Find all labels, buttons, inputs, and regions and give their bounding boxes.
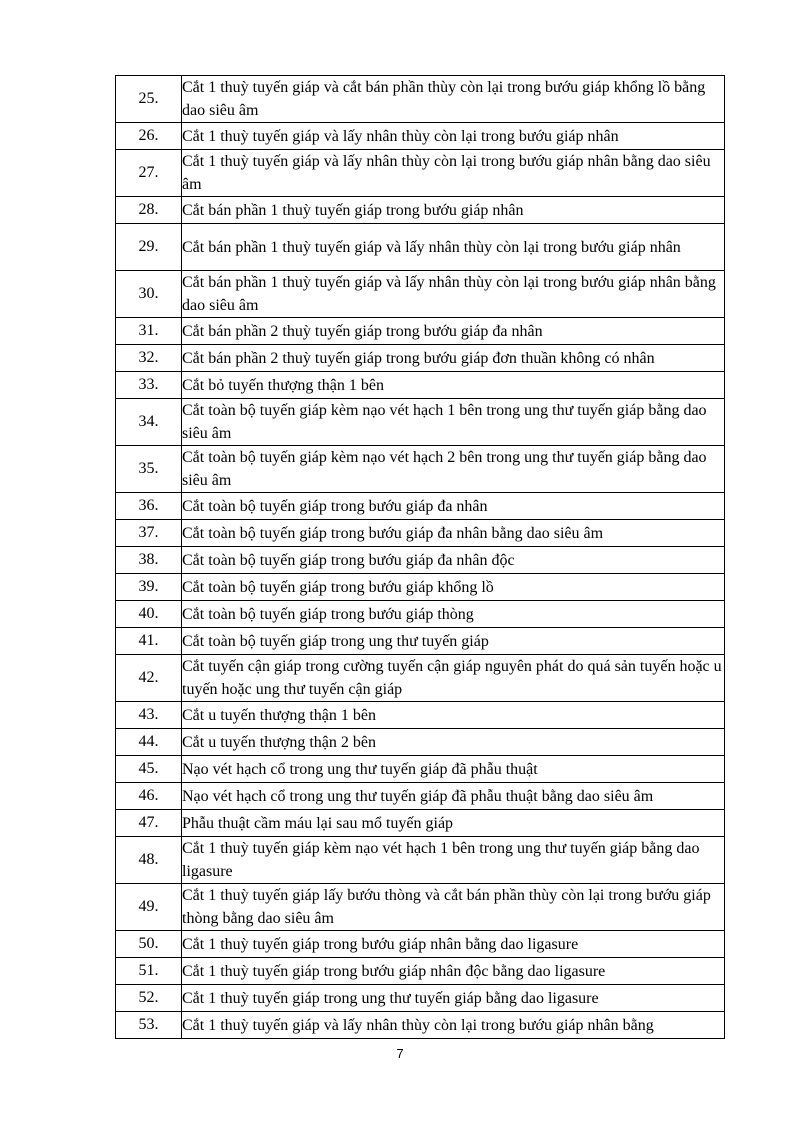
table-row <box>116 628 725 655</box>
procedure-table <box>115 75 725 1039</box>
procedure-name: Cắt 1 thuỳ tuyến giáp lấy bướu thòng và cắt bán phần thùy còn lại trong bướu giáp thòng bằng dao siêu âm <box>182 884 725 931</box>
table-row <box>116 150 725 197</box>
procedure-name: Cắt bán phần 2 thuỳ tuyến giáp trong bướu giáp đơn thuần không có nhân <box>182 345 725 372</box>
table-row <box>116 493 725 520</box>
table-row <box>116 729 725 756</box>
procedure-name: Cắt bán phần 2 thuỳ tuyến giáp trong bướu giáp đa nhân <box>182 318 725 345</box>
row-number: 52. <box>116 985 182 1012</box>
procedure-name: Cắt bỏ tuyến thượng thận 1 bên <box>182 372 725 399</box>
row-number: 49. <box>116 884 182 931</box>
table-row <box>116 345 725 372</box>
table-row <box>116 783 725 810</box>
procedure-name: Phẫu thuật cầm máu lại sau mổ tuyến giáp <box>182 810 725 837</box>
row-number: 30. <box>116 271 182 318</box>
row-number: 42. <box>116 655 182 702</box>
table-row <box>116 985 725 1012</box>
procedure-name: Cắt toàn bộ tuyến giáp trong ung thư tuyến giáp <box>182 628 725 655</box>
row-number: 37. <box>116 520 182 547</box>
row-number: 31. <box>116 318 182 345</box>
table-row <box>116 123 725 150</box>
table-row <box>116 884 725 931</box>
row-number: 28. <box>116 197 182 224</box>
row-number: 29. <box>116 224 182 271</box>
row-number: 45. <box>116 756 182 783</box>
procedure-name: Cắt toàn bộ tuyến giáp trong bướu giáp đa nhân độc <box>182 547 725 574</box>
table-row <box>116 224 725 271</box>
row-number: 53. <box>116 1012 182 1039</box>
table-row <box>116 931 725 958</box>
table-row <box>116 197 725 224</box>
row-number: 50. <box>116 931 182 958</box>
table-row <box>116 76 725 123</box>
table-row <box>116 1012 725 1039</box>
table-row <box>116 958 725 985</box>
procedure-name: Cắt toàn bộ tuyến giáp trong bướu giáp đa nhân <box>182 493 725 520</box>
table-row <box>116 702 725 729</box>
procedure-name: Cắt 1 thuỳ tuyến giáp trong bướu giáp nhân độc bằng dao ligasure <box>182 958 725 985</box>
table-row <box>116 372 725 399</box>
procedure-name: Cắt toàn bộ tuyến giáp kèm nạo vét hạch 2 bên trong ung thư tuyến giáp bằng dao siêu âm <box>182 446 725 493</box>
procedure-name: Cắt bán phần 1 thuỳ tuyến giáp trong bướu giáp nhân <box>182 197 725 224</box>
row-number: 46. <box>116 783 182 810</box>
table-row <box>116 837 725 884</box>
table-row <box>116 446 725 493</box>
procedure-name: Cắt bán phần 1 thuỳ tuyến giáp và lấy nhân thùy còn lại trong bướu giáp nhân bằng dao siêu âm <box>182 271 725 318</box>
procedure-name: Cắt toàn bộ tuyến giáp trong bướu giáp đa nhân bằng dao siêu âm <box>182 520 725 547</box>
table-row <box>116 601 725 628</box>
row-number: 36. <box>116 493 182 520</box>
row-number: 47. <box>116 810 182 837</box>
row-number: 48. <box>116 837 182 884</box>
procedure-name: Cắt u tuyến thượng thận 2 bên <box>182 729 725 756</box>
table-row <box>116 574 725 601</box>
row-number: 43. <box>116 702 182 729</box>
row-number: 38. <box>116 547 182 574</box>
row-number: 35. <box>116 446 182 493</box>
row-number: 26. <box>116 123 182 150</box>
row-number: 39. <box>116 574 182 601</box>
table-row <box>116 399 725 446</box>
procedure-name: Cắt 1 thuỳ tuyến giáp và lấy nhân thùy còn lại trong bướu giáp nhân bằng dao siêu âm <box>182 150 725 197</box>
table-row <box>116 810 725 837</box>
row-number: 41. <box>116 628 182 655</box>
procedure-name: Cắt 1 thuỳ tuyến giáp trong bướu giáp nhân bằng dao ligasure <box>182 931 725 958</box>
procedure-name: Nạo vét hạch cổ trong ung thư tuyến giáp đã phẫu thuật bằng dao siêu âm <box>182 783 725 810</box>
row-number: 33. <box>116 372 182 399</box>
procedure-table-body <box>116 76 725 1039</box>
row-number: 34. <box>116 399 182 446</box>
procedure-name: Cắt 1 thuỳ tuyến giáp trong ung thư tuyến giáp bằng dao ligasure <box>182 985 725 1012</box>
table-row <box>116 655 725 702</box>
procedure-name: Cắt toàn bộ tuyến giáp trong bướu giáp thòng <box>182 601 725 628</box>
row-number: 25. <box>116 76 182 123</box>
row-number: 44. <box>116 729 182 756</box>
row-number: 40. <box>116 601 182 628</box>
row-number: 32. <box>116 345 182 372</box>
table-row <box>116 547 725 574</box>
procedure-name: Cắt 1 thuỳ tuyến giáp và lấy nhân thùy còn lại trong bướu giáp nhân <box>182 123 725 150</box>
procedure-name: Cắt 1 thuỳ tuyến giáp kèm nạo vét hạch 1 bên trong ung thư tuyến giáp bằng dao ligasure <box>182 837 725 884</box>
page-number: 7 <box>396 1046 404 1061</box>
row-number: 51. <box>116 958 182 985</box>
procedure-name: Cắt tuyến cận giáp trong cường tuyến cận giáp nguyên phát do quá sản tuyến hoặc u tuyến hoặc ung thư tuyến cận giáp <box>182 655 725 702</box>
table-row <box>116 756 725 783</box>
row-number: 27. <box>116 150 182 197</box>
procedure-name: Cắt bán phần 1 thuỳ tuyến giáp và lấy nhân thùy còn lại trong bướu giáp nhân <box>182 224 725 271</box>
procedure-name: Nạo vét hạch cổ trong ung thư tuyến giáp đã phẫu thuật <box>182 756 725 783</box>
procedure-name: Cắt toàn bộ tuyến giáp kèm nạo vét hạch 1 bên trong ung thư tuyến giáp bằng dao siêu âm <box>182 399 725 446</box>
procedure-name: Cắt toàn bộ tuyến giáp trong bướu giáp khổng lồ <box>182 574 725 601</box>
procedure-name: Cắt 1 thuỳ tuyến giáp và lấy nhân thùy còn lại trong bướu giáp nhân bằng <box>182 1012 725 1039</box>
procedure-name: Cắt u tuyến thượng thận 1 bên <box>182 702 725 729</box>
table-row <box>116 318 725 345</box>
procedure-name: Cắt 1 thuỳ tuyến giáp và cắt bán phần thùy còn lại trong bướu giáp khổng lồ bằng dao siêu âm <box>182 76 725 123</box>
table-row <box>116 520 725 547</box>
table-row <box>116 271 725 318</box>
